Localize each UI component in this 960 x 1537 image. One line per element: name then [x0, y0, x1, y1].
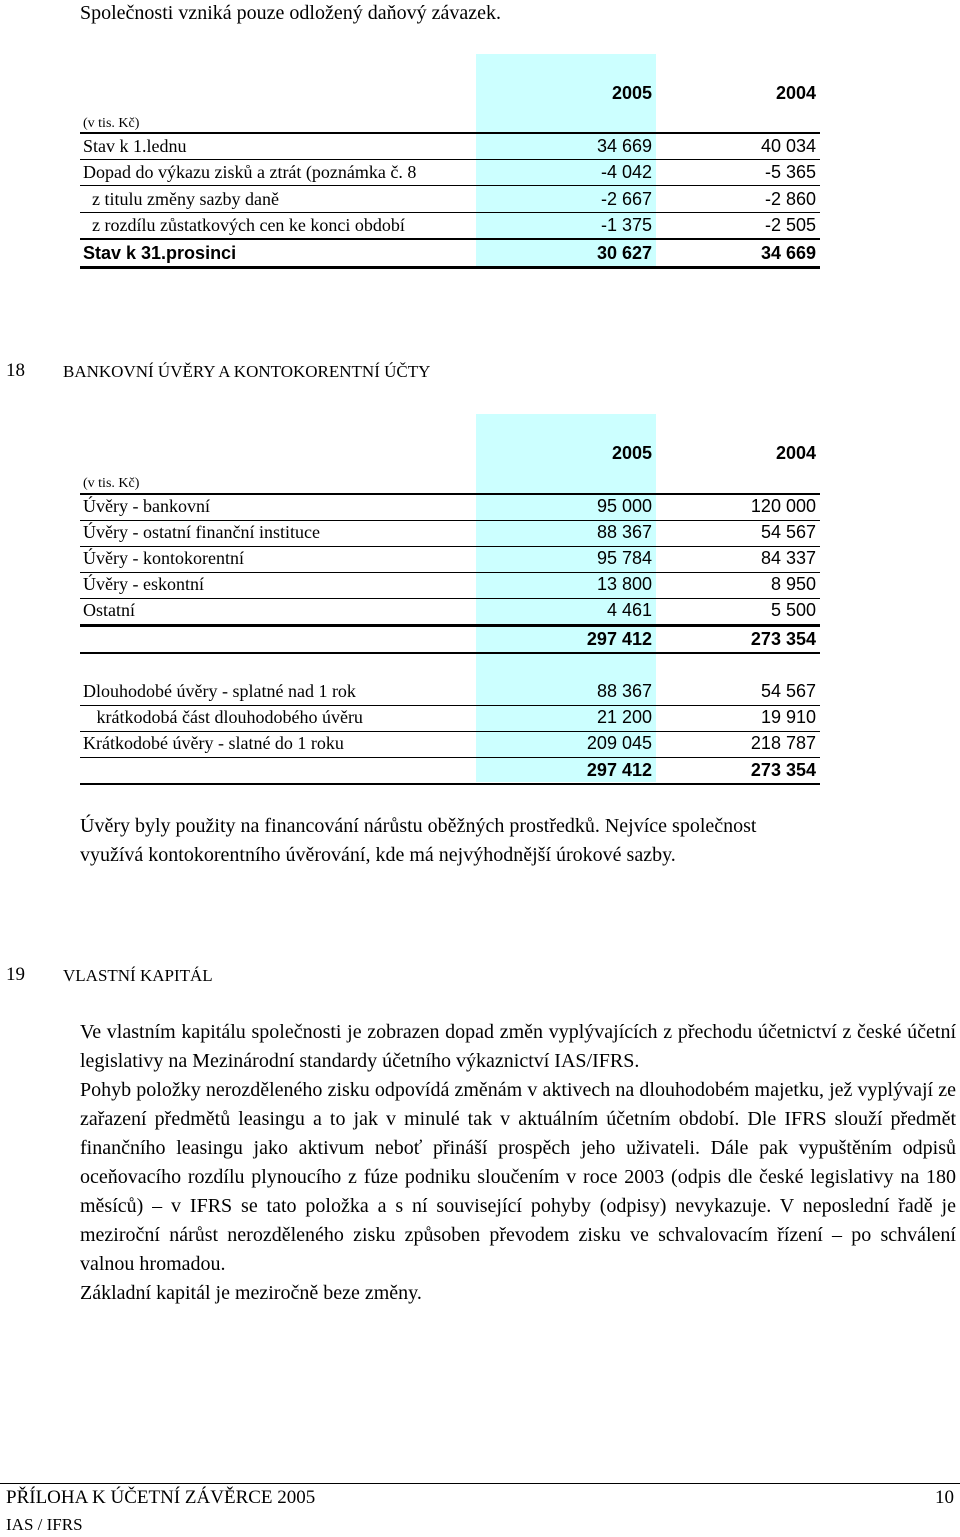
table-row-value: 218 787: [750, 733, 816, 753]
footer-subtitle: IAS / IFRS: [6, 1515, 83, 1534]
divider: [80, 238, 820, 240]
total-row-value: 273 354: [750, 760, 816, 780]
table-row-value: 54 567: [760, 681, 816, 701]
divider: [80, 266, 820, 269]
divider: [80, 520, 820, 521]
table-row-value: -2 860: [764, 189, 816, 209]
divider: [80, 598, 820, 599]
table-row-value: 88 367: [596, 681, 652, 701]
table-row-value: 88 367: [596, 522, 652, 542]
year-header-2005: 2005: [611, 443, 652, 463]
section18-paragraph-line1: Úvěry byly použity na financování nárůstu oběžných prostředků. Nejvíce společnost: [80, 815, 757, 837]
total-row-label: Stav k 31.prosinci: [83, 243, 237, 263]
table-row-value: 95 784: [596, 548, 652, 568]
table-row-value: 209 045: [586, 733, 652, 753]
total-row-value: 297 412: [586, 760, 652, 780]
page-number: 10: [935, 1487, 954, 1508]
table-row-value: -2 505: [764, 215, 816, 235]
table-row-value: 19 910: [760, 707, 816, 727]
table-row-value: 13 800: [596, 574, 652, 594]
equity-paragraph-3: Základní kapitál je meziročně beze změny.: [80, 1282, 422, 1304]
footer-title: PŘÍLOHA K ÚČETNÍ ZÁVĚRCE 2005: [6, 1487, 316, 1508]
table-row-value: 34 669: [596, 136, 652, 156]
footer-divider: [0, 1483, 960, 1484]
table-row-label: Stav k 1.lednu: [83, 136, 187, 156]
year-header-2005: 2005: [611, 83, 652, 103]
table-row-value: 54 567: [760, 522, 816, 542]
section-number: 18: [6, 360, 25, 381]
divider: [80, 546, 820, 547]
unit-label: (v tis. Kč): [83, 116, 140, 131]
section-title: VLASTNÍ KAPITÁL: [63, 966, 213, 985]
divider: [80, 212, 820, 213]
total-row-value: 273 354: [750, 629, 816, 649]
equity-text: [80, 1018, 956, 1308]
divider: [80, 132, 820, 134]
table-row-value: 5 500: [770, 600, 816, 620]
section18-paragraph-line2: využívá kontokorentního úvěrování, kde má nejvýhodnější úrokové sazby.: [80, 844, 676, 866]
divider: [80, 783, 820, 785]
table-row-value: -2 667: [600, 189, 652, 209]
table-row-value: 84 337: [760, 548, 816, 568]
table-row-label: Úvěry - ostatní finanční instituce: [83, 522, 320, 542]
divider: [80, 159, 820, 160]
table-row-value: -1 375: [600, 215, 652, 235]
table-row-value: -4 042: [600, 162, 652, 182]
table-row-label: Úvěry - eskontní: [83, 574, 204, 594]
intro-sentence: Společnosti vzniká pouze odložený daňový závazek.: [80, 2, 501, 24]
unit-label: (v tis. Kč): [83, 476, 140, 491]
equity-paragraph-1: Ve vlastním kapitálu společnosti je zobrazen dopad změn vyplývajících z přechodu účetnictví z české účetní legislativy na Mezinárodní standardy účetního výkaznictví IAS/IFRS.: [80, 1021, 956, 1072]
table-row-value: 8 950: [770, 574, 816, 594]
table-row-label: Úvěry - kontokorentní: [83, 548, 244, 568]
table-row-label: krátkodobá část dlouhodobého úvěru: [83, 707, 363, 727]
table-row-label: Dlouhodobé úvěry - splatné nad 1 rok: [83, 681, 356, 701]
table-row-label: Krátkodobé úvěry - slatné do 1 roku: [83, 733, 344, 753]
table-row-value: 40 034: [760, 136, 816, 156]
table-row-label: z titulu změny sazby daně: [83, 189, 279, 209]
total-row-value: 34 669: [760, 243, 816, 263]
total-row-value: 297 412: [586, 629, 652, 649]
section-title: BANKOVNÍ ÚVĚRY A KONTOKORENTNÍ ÚČTY: [63, 362, 431, 381]
equity-paragraph-2: Pohyb položky nerozděleného zisku odpovídá změnám v aktivech na dlouhodobém majetku, jež vyplývají ze zařazení předmětů leasingu a to jak v minulé tak v aktuálním účetním období. Dle IFRS slouží předmět finančního leasingu jako aktivum neboť přináší prospěch jeho uživateli. Dále pak vypuštěním odpisů oceňovacího rozdílu plynoucího z fúze podniku sloučením v roce 2003 (odpis dle české legislativy na 180 měsíců) – v IFRS se tato položka a s ní související pohyby (odpisy) nevykazuje. V neposlední řadě je meziroční nárůst nerozděleného zisku způsoben převodem zisku ve schvalovacím řízení – po schválení valnou hromadou.: [80, 1079, 956, 1275]
year-header-2004: 2004: [775, 443, 816, 463]
divider: [80, 572, 820, 573]
table-row-value: 120 000: [750, 496, 816, 516]
total-row-value: 30 627: [596, 243, 652, 263]
divider: [80, 493, 820, 495]
table-row-value: 4 461: [606, 600, 652, 620]
divider: [80, 705, 820, 706]
section-number: 19: [6, 964, 25, 985]
table-row-label: Ostatní: [83, 600, 135, 620]
table-row-label: Úvěry - bankovní: [83, 496, 210, 516]
table-row-label: Dopad do výkazu zisků a ztrát (poznámka č. 8: [83, 162, 417, 182]
divider: [80, 757, 820, 758]
table-row-value: 95 000: [596, 496, 652, 516]
divider: [80, 185, 820, 186]
table-row-label: z rozdílu zůstatkových cen ke konci období: [83, 215, 405, 235]
divider: [80, 652, 820, 654]
table-row-value: -5 365: [764, 162, 816, 182]
year-header-2004: 2004: [775, 83, 816, 103]
divider: [80, 731, 820, 732]
divider: [80, 624, 820, 627]
table-row-value: 21 200: [596, 707, 652, 727]
